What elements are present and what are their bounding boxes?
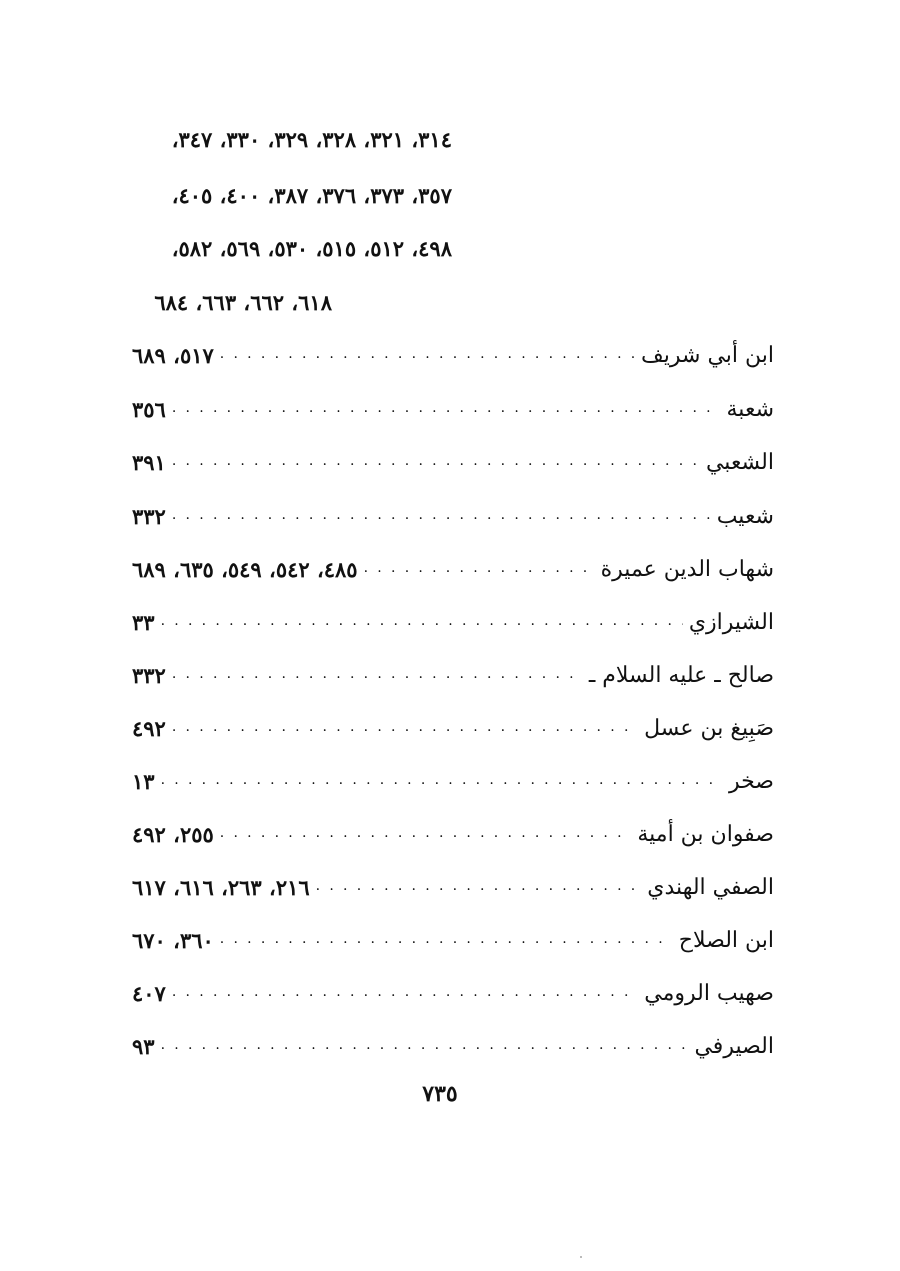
continuation-line: ٣١٤، ٣٢١، ٣٢٨، ٣٢٩، ٣٣٠، ٣٤٧، xyxy=(171,127,452,152)
index-entry xyxy=(132,552,774,588)
index-entry xyxy=(132,445,774,481)
entry-name: الصفي الهندي xyxy=(647,875,774,900)
entry-pages: ٩٣ xyxy=(132,1034,155,1059)
dot-leader xyxy=(161,605,683,641)
index-entry xyxy=(132,817,774,853)
dot-leader xyxy=(161,1029,689,1065)
entry-name: صفوان بن أمية xyxy=(637,822,774,847)
index-entry xyxy=(132,499,774,535)
index-entry xyxy=(132,711,774,747)
index-entry xyxy=(132,658,774,694)
dot-leader xyxy=(220,338,635,374)
entry-name: صهيب الرومي xyxy=(644,981,774,1006)
entry-pages: ٣٣ xyxy=(132,610,155,635)
page-number: ٧٣٥ xyxy=(422,1081,458,1107)
entry-pages: ٣٦٠، ٦٧٠ xyxy=(132,928,214,953)
entry-pages: ٤٠٧ xyxy=(132,981,166,1006)
index-entry xyxy=(132,605,774,641)
entry-pages: ٣٥٦ xyxy=(132,397,166,422)
entry-pages: ٢١٦، ٢٦٣، ٦١٦، ٦١٧ xyxy=(132,875,310,900)
dot-leader xyxy=(172,392,721,428)
entry-pages: ٣٣٢ xyxy=(132,504,166,529)
entry-pages: ٢٥٥، ٤٩٢ xyxy=(132,822,214,847)
entry-name: صالح ـ عليه السلام ـ xyxy=(588,663,774,688)
dot-leader xyxy=(220,817,632,853)
dot-leader xyxy=(172,658,583,694)
entry-pages: ٣٣٢ xyxy=(132,663,166,688)
entry-name: الشعبي xyxy=(705,450,774,475)
entry-name: ابن أبي شريف xyxy=(640,343,774,368)
index-entry xyxy=(132,764,774,800)
entry-pages: ٥١٧، ٦٨٩ xyxy=(132,343,214,368)
index-entry xyxy=(132,923,774,959)
entry-name: شهاب الدين عميرة xyxy=(600,557,774,582)
dot-leader xyxy=(316,870,642,906)
entry-name: ابن الصلاح xyxy=(678,928,774,953)
continuation-line: ٤٩٨، ٥١٢، ٥١٥، ٥٣٠، ٥٦٩، ٥٨٢، xyxy=(171,236,452,261)
entry-pages: ٤٨٥، ٥٤٢، ٥٤٩، ٦٣٥، ٦٨٩ xyxy=(132,557,358,582)
index-entry xyxy=(132,976,774,1012)
index-entry xyxy=(132,870,774,906)
entry-name: شعيب xyxy=(716,504,774,529)
dot-leader xyxy=(172,976,638,1012)
index-entry xyxy=(132,1029,774,1065)
entry-name: صخر xyxy=(728,769,774,794)
continuation-line: ٣٥٧، ٣٧٣، ٣٧٦، ٣٨٧، ٤٠٠، ٤٠٥، xyxy=(171,183,452,208)
index-entry xyxy=(132,338,774,374)
entry-pages: ١٣ xyxy=(132,769,155,794)
entry-pages: ٤٩٢ xyxy=(132,716,166,741)
dot-leader xyxy=(220,923,673,959)
entry-pages: ٣٩١ xyxy=(132,450,166,475)
entry-name: الشيرازي xyxy=(688,610,774,635)
dot-leader xyxy=(172,445,700,481)
index-entry xyxy=(132,392,774,428)
dot-leader xyxy=(161,764,723,800)
scan-speck xyxy=(580,1256,582,1258)
dot-leader xyxy=(172,711,638,747)
continuation-line: ٦١٨، ٦٦٢، ٦٦٣، ٦٨٤ xyxy=(154,290,332,315)
dot-leader xyxy=(364,552,595,588)
dot-leader xyxy=(172,499,711,535)
entry-name: صَبِيغ بن عسل xyxy=(644,716,774,741)
entry-name: الصيرفي xyxy=(694,1034,774,1059)
entry-name: شعبة xyxy=(726,397,774,422)
